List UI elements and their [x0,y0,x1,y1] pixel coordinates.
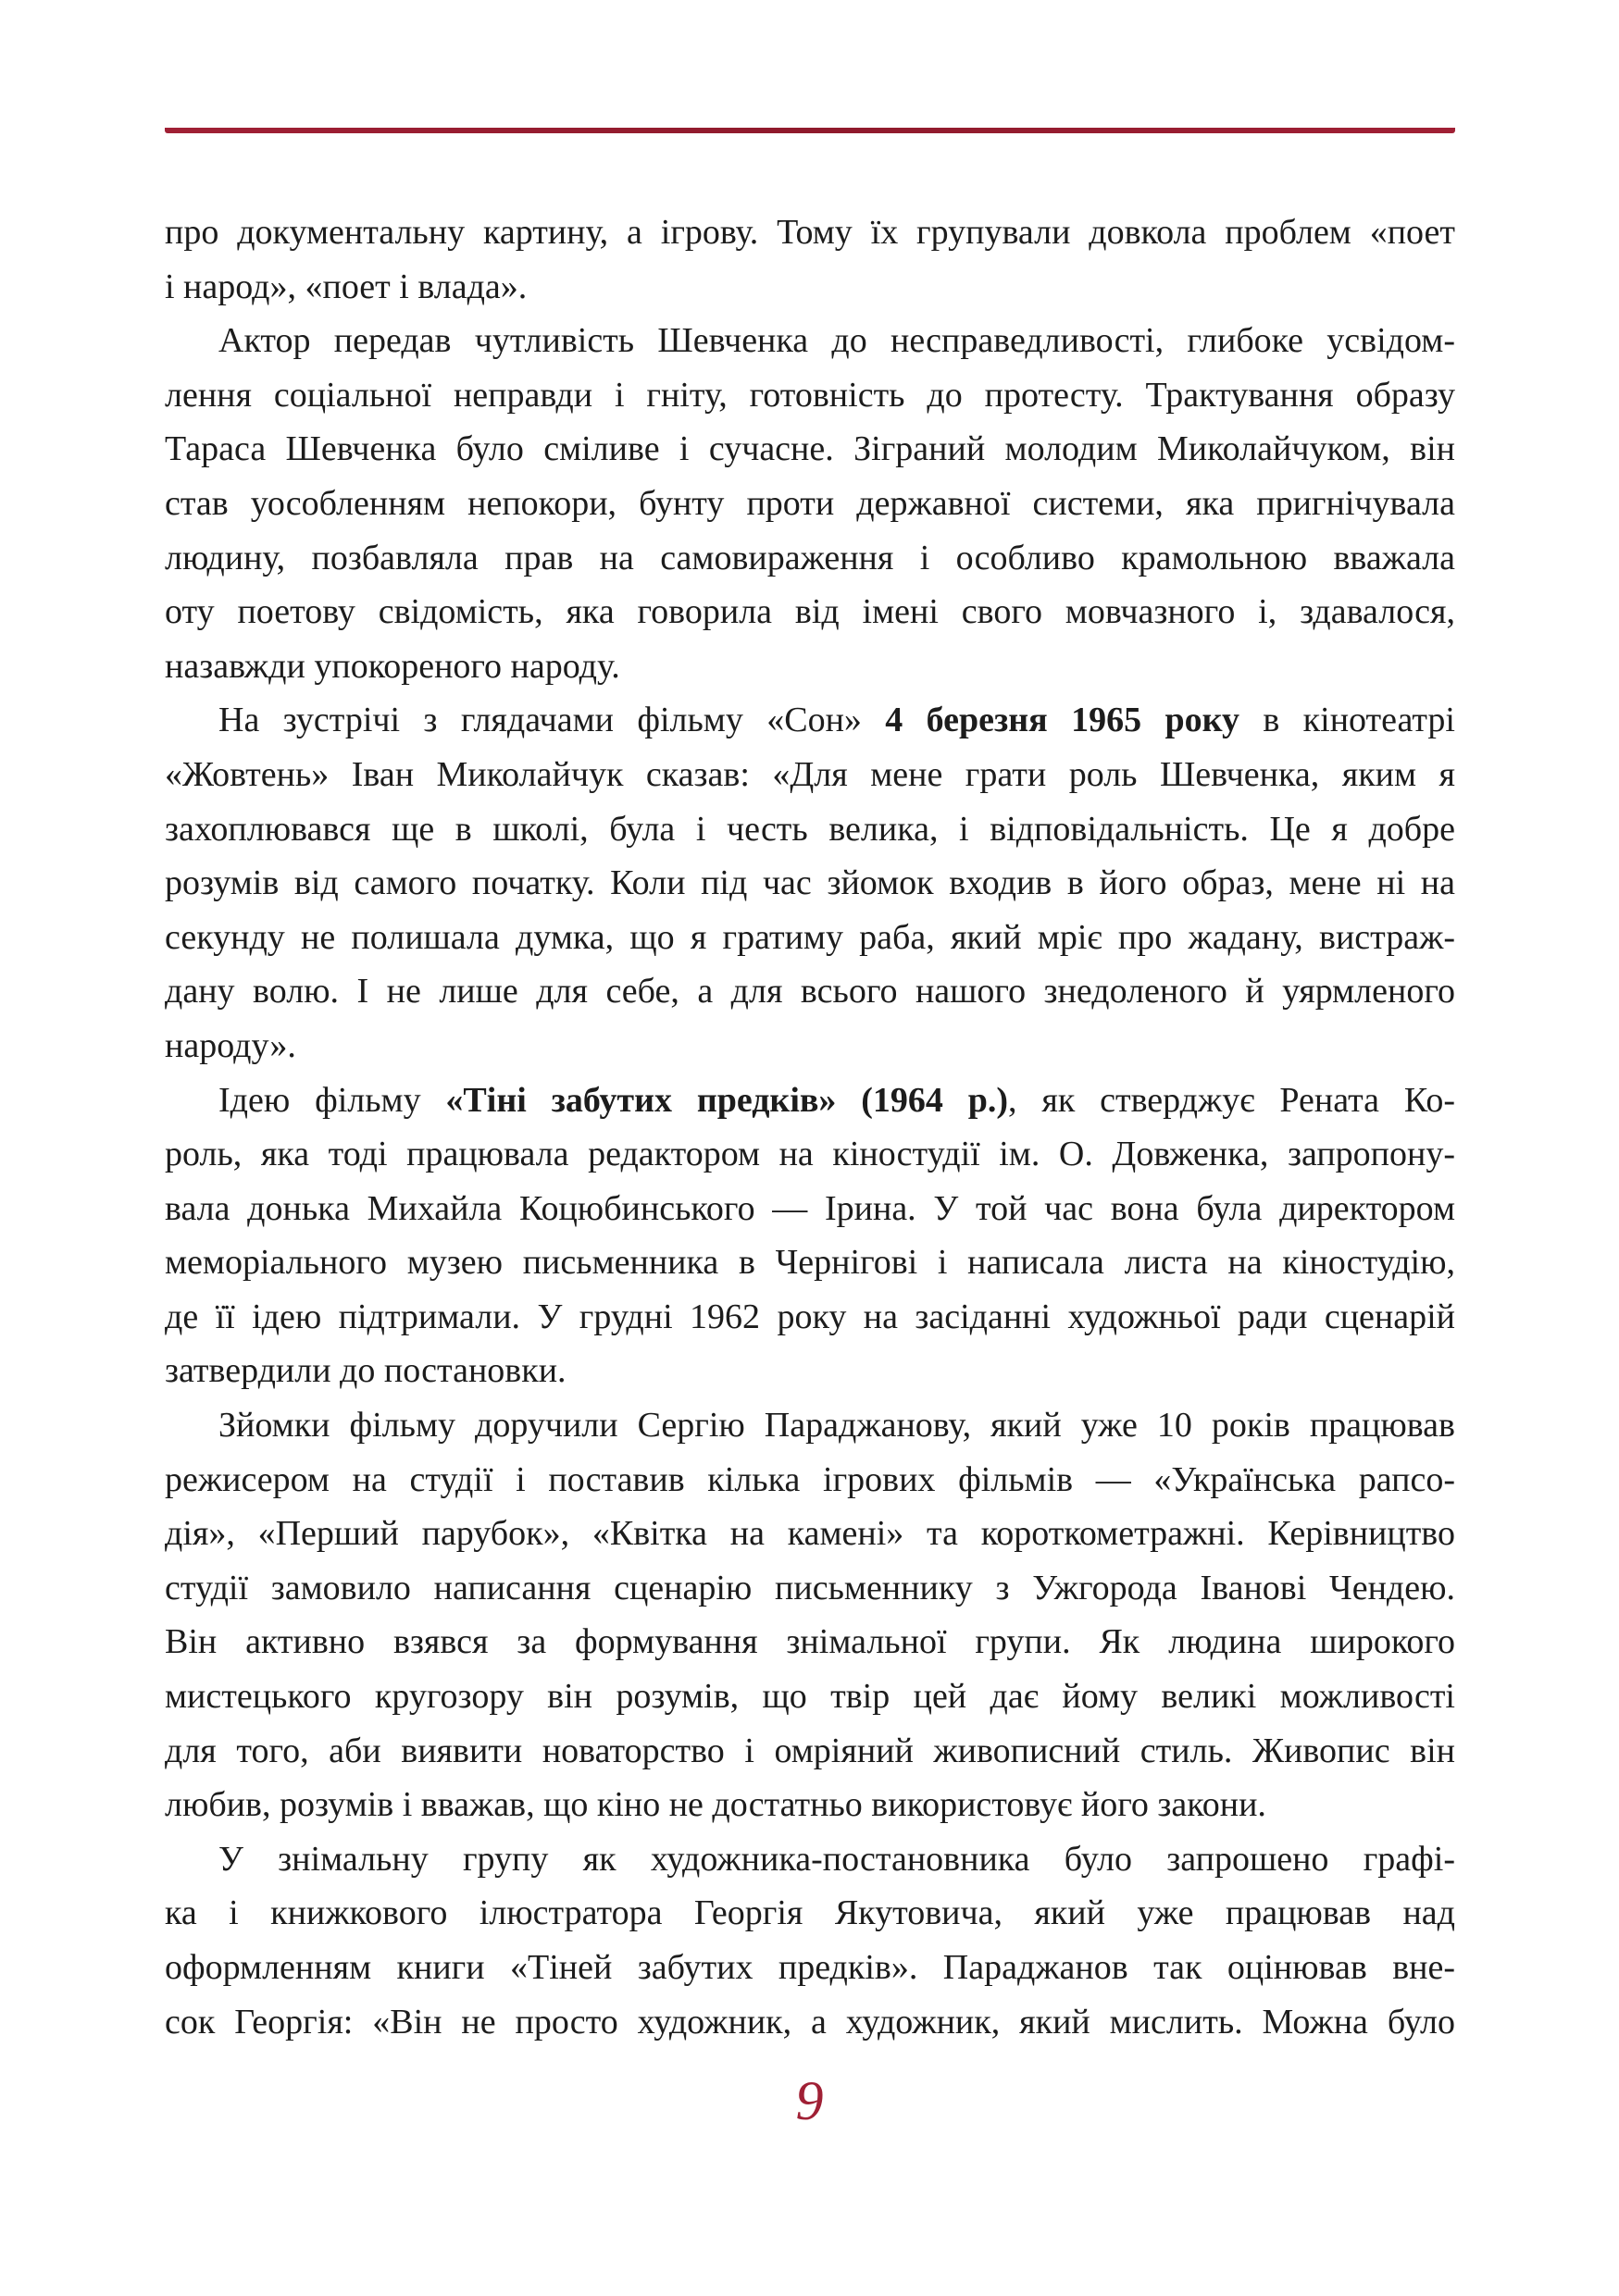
text-run: людину, позбавляла прав на самовираження і особливо крамольною вважала [165,538,1455,577]
text-line [165,1182,1455,1236]
text-run: став уособленням непокори, бунту проти державної системи, яка пригнічувала [165,483,1455,523]
text-run: оту поетову свідомість, яка говорила від імені свого мовчазного і, здавалося, [165,592,1455,632]
text-run: про документальну картину, а ігрову. Тому їх групували довкола проблем «поет [165,213,1455,252]
text-run: роль, яка тоді працювала редактором на кіностудії ім. О. Довженка, запропону- [165,1135,1455,1174]
text-line [165,585,1455,639]
text-run: режисером на студії і поставив кілька ігрових фільмів — «Українська рапсо- [165,1459,1455,1499]
text-line [165,260,1455,315]
text-line [165,1127,1455,1182]
bold-run: 4 березня 1965 року [885,701,1239,740]
text-run: любив, розумів і вважав, що кіно не достатньо використовує його закони. [165,1785,1266,1825]
text-line [165,422,1455,477]
text-run: «Жовтень» Іван Миколайчук сказав: «Для мене грати роль Шевченка, яким я [165,754,1455,794]
text-run: оформленням книги «Тіней забутих предків». Параджанов так оцінював внe- [165,1948,1455,1987]
text-run: мистецького кругозору він розумів, що твір цей дає йому великі можливості [165,1677,1455,1717]
text-run: в кінотеатрі [1239,701,1455,740]
text-run: народу». [165,1025,296,1065]
text-line [165,205,1455,260]
text-line [165,1669,1455,1724]
text-run: секунду не полишала думка, що я гратиму раба, який мріє про жадану, вистраж- [165,917,1455,957]
text-run: меморіального музею письменника в Чернігові і написала листа на кіностудію, [165,1243,1455,1283]
text-run: Він активно взявся за формування знімальної групи. Як людина широкого [165,1622,1455,1662]
text-run: дану волю. І не лише для себе, а для всього нашого знедоленого й уярмленого [165,972,1455,1011]
text-run: ка і книжкового ілюстратора Георгія Якутовича, який уже працював над [165,1893,1455,1933]
text-line [165,911,1455,965]
text-line [165,1344,1455,1398]
text-run: У знімальну групу як художника-постановника було запрошено графі- [218,1839,1455,1879]
text-run: розумів від самого початку. Коли під час зйомок входив в його образ, мене ні на [165,863,1455,903]
text-line [165,1453,1455,1508]
text-line [165,1290,1455,1345]
text-run: Ідею фільму [218,1080,446,1120]
text-run: На зустрічі з глядачами фільму «Сон» [218,701,886,740]
text-run: лення соціальної неправди і гніту, готовність до протесту. Трактування образу [165,375,1455,415]
text-line [165,1507,1455,1561]
text-line [165,1724,1455,1779]
text-run: дія», «Перший парубок», «Квітка на камені» та короткометражні. Керівництво [165,1514,1455,1554]
text-line [165,1074,1455,1128]
text-line [165,856,1455,911]
text-line [165,1561,1455,1616]
text-run: студії замовило написання сценарію письменнику з Ужгорода Іванові Чендею. [165,1568,1455,1607]
text-run: Зйомки фільму доручили Сергію Параджанову, який уже 10 років працював [218,1406,1455,1446]
text-line [165,531,1455,586]
text-run: назавжди упокореного народу. [165,646,620,686]
text-line [165,1832,1455,1887]
text-line [165,477,1455,531]
text-run: вала донька Михайла Коцюбинського — Ірина. У той час вона була директором [165,1188,1455,1228]
bold-run: «Тіні забутих предків» (1964 р.) [445,1080,1009,1120]
text-line [165,1398,1455,1453]
text-line [165,1941,1455,1995]
text-line [165,748,1455,802]
text-line [165,314,1455,368]
text-line [165,1886,1455,1941]
text-line [165,964,1455,1019]
text-run: сок Георгія: «Він не просто художник, а художник, який мислить. Можна було [165,2002,1455,2042]
text-run: затвердили до постановки. [165,1351,567,1391]
text-line [165,1778,1455,1832]
text-line [165,639,1455,694]
text-line [165,1615,1455,1669]
header-rule [165,128,1455,133]
text-run: для того, аби виявити новаторство і омріяний живописний стиль. Живопис він [165,1731,1455,1770]
text-line [165,693,1455,748]
text-run: і народ», «поет і влада». [165,267,528,306]
text-run: Тараса Шевченка було сміливе і сучасне. Зіграний молодим Миколайчуком, він [165,429,1455,469]
text-line [165,368,1455,423]
body-text [165,205,1455,2049]
text-run: захоплювався ще в школі, була і честь велика, і відповідальність. Це я добре [165,809,1455,849]
text-line [165,1995,1455,2050]
text-line [165,1235,1455,1290]
text-line [165,802,1455,857]
page-number: 9 [795,2070,824,2131]
text-line [165,1019,1455,1074]
text-run: де її ідею підтримали. У грудні 1962 року на засіданні художньої ради сценарій [165,1297,1455,1336]
text-run: , як стверджує Рената Ко- [1008,1080,1455,1120]
text-run: Актор передав чутливість Шевченка до несправедливості, глибоке усвідом- [218,321,1455,361]
